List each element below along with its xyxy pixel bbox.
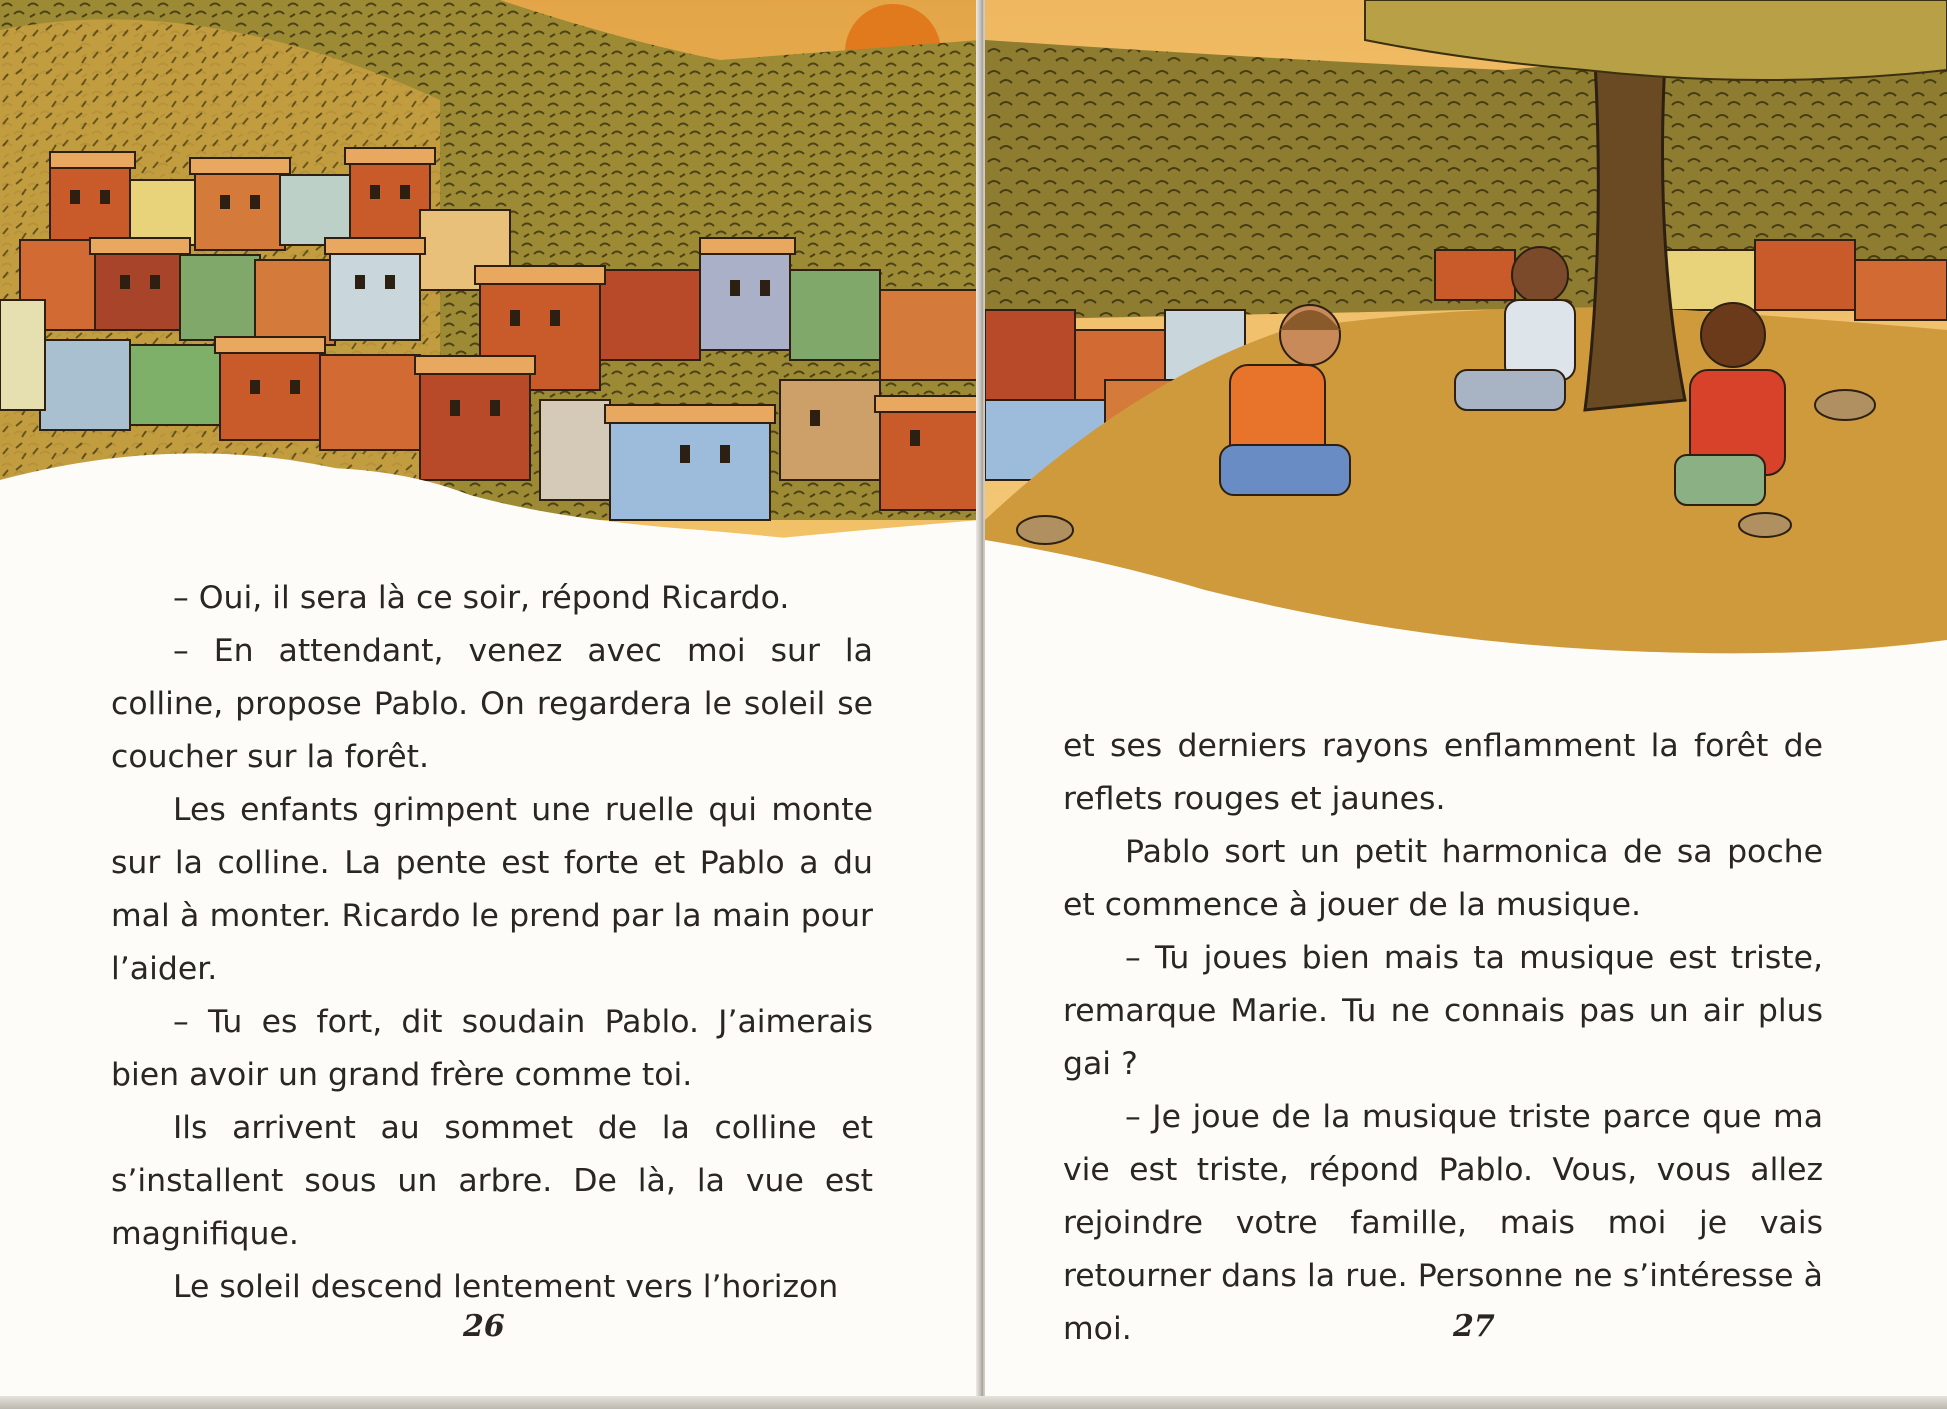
paragraph: – Je joue de la musique triste parce que ma vie est triste, répond Pablo. Vous, vous allez rejoindre votre famille, mais moi je vais retourner dans la rue. Personne ne s’intéresse à moi. — [1063, 1099, 1823, 1347]
page-number-right: 27 — [1453, 1309, 1495, 1344]
paragraph: Le soleil descend lentement vers l’horizon — [173, 1269, 839, 1305]
left-page-text — [111, 572, 873, 1314]
paragraph: – Tu es fort, dit soudain Pablo. J’aimerais bien avoir un grand frère comme toi. — [111, 1004, 873, 1093]
paragraph: – Tu joues bien mais ta musique est triste, remarque Marie. Tu ne connais pas un air plus gai ? — [1063, 940, 1823, 1082]
paragraph: Les enfants grimpent une ruelle qui monte sur la colline. La pente est forte et Pablo a du mal à monter. Ricardo le prend par la main pour l’aider. — [111, 792, 873, 987]
book-bottom-edge — [0, 1396, 1947, 1409]
paragraph: Ils arrivent au sommet de la colline et s’installent sous un arbre. De là, la vue est magnifique. — [111, 1110, 873, 1252]
paragraph: – En attendant, venez avec moi sur la colline, propose Pablo. On regardera le soleil se coucher sur la forêt. — [111, 633, 873, 775]
right-page-text — [1063, 720, 1823, 1356]
page-number-left: 26 — [463, 1309, 505, 1344]
hilltop-illustration — [985, 0, 1947, 700]
favela-illustration — [0, 0, 980, 580]
paragraph: Pablo sort un petit harmonica de sa poche et commence à jouer de la musique. — [1063, 834, 1823, 923]
paragraph: – Oui, il sera là ce soir, répond Ricardo. — [173, 580, 790, 616]
right-page — [985, 0, 1947, 1409]
paragraph: et ses derniers rayons enflamment la forêt de reflets rouges et jaunes. — [1063, 728, 1823, 817]
